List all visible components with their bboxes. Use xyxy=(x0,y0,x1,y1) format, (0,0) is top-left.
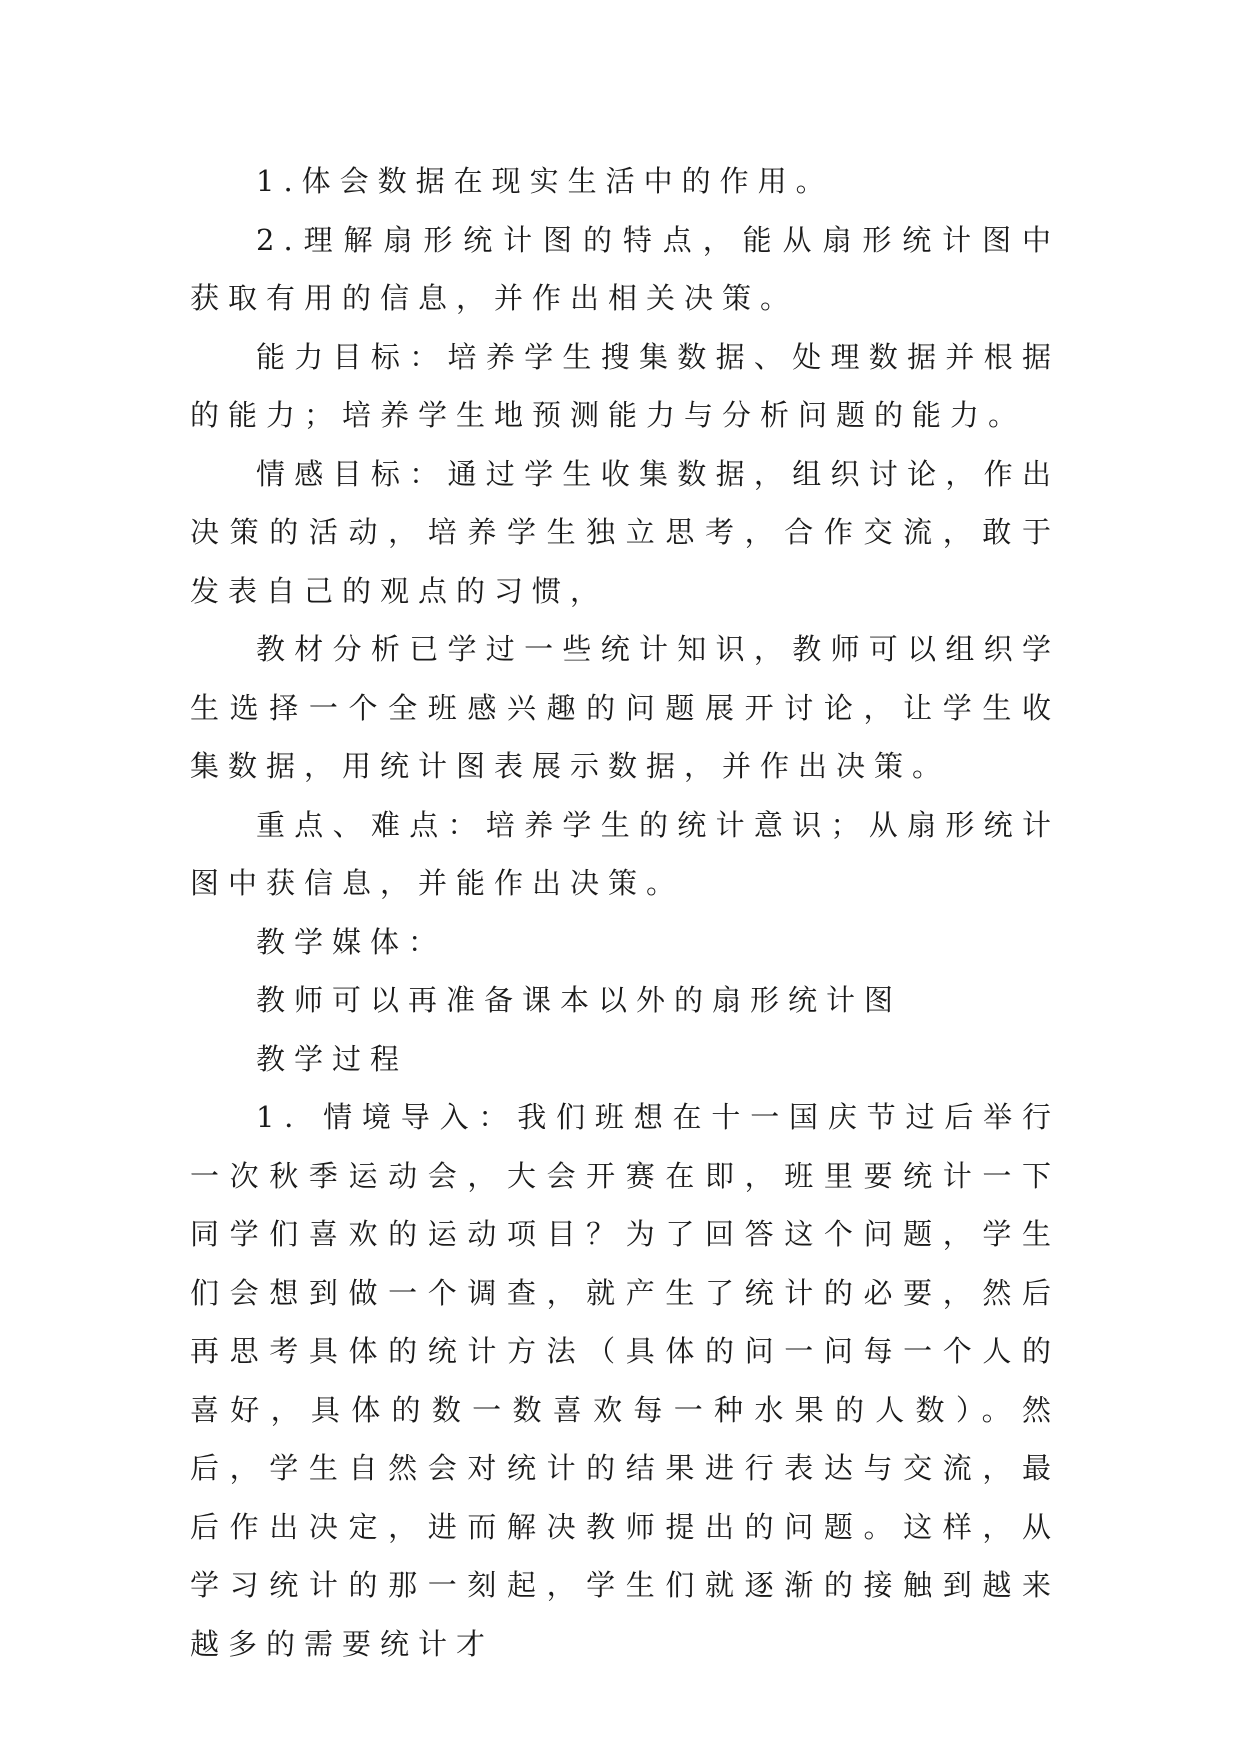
paragraph-process-heading: 教学过程 xyxy=(256,1041,409,1076)
document-body xyxy=(190,152,1060,1673)
paragraph-emotion-goal: 情感目标：通过学生收集数据，组织讨论，作出决策的活动，培养学生独立思考，合作交流，敢于发表自己的观点的习惯， xyxy=(190,456,1060,608)
paragraph-goal-2: 2.理解扇形统计图的特点，能从扇形统计图中获取有用的信息，并作出相关决策。 xyxy=(190,222,1060,315)
paragraph-key-points: 重点、难点：培养学生的统计意识；从扇形统计图中获信息，并能作出决策。 xyxy=(190,807,1060,900)
paragraph-media-content: 教师可以再准备课本以外的扇形统计图 xyxy=(256,983,903,1017)
paragraph-scenario-intro: 1．情境导入：我们班想在十一国庆节过后举行一次秋季运动会，大会开赛在即，班里要统计一下同学们喜欢的运动项目？为了回答这个问题，学生们会想到做一个调查，就产生了统计的必要，然后再思考具体的统计方法（具体的问一问每一个人的喜好，具体的数一数喜欢每一种水果的人数）。然后，学生自然会对统计的结果进行表达与交流，最后作出决定，进而解决教师提出的问题。这样，从学习统计的那一刻起，学生们就逐渐的接触到越来越多的需要统计才 xyxy=(190,1100,1060,1661)
paragraph-material-analysis: 教材分析已学过一些统计知识，教师可以组织学生选择一个全班感兴趣的问题展开讨论，让学生收集数据，用统计图表展示数据，并作出决策。 xyxy=(190,632,1060,783)
paragraph-media-heading: 教学媒体： xyxy=(256,924,447,959)
paragraph-ability-goal: 能力目标：培养学生搜集数据、处理数据并根据的能力；培养学生地预测能力与分析问题的能力。 xyxy=(190,339,1060,432)
paragraph-goal-1: 1.体会数据在现实生活中的作用。 xyxy=(256,164,834,198)
